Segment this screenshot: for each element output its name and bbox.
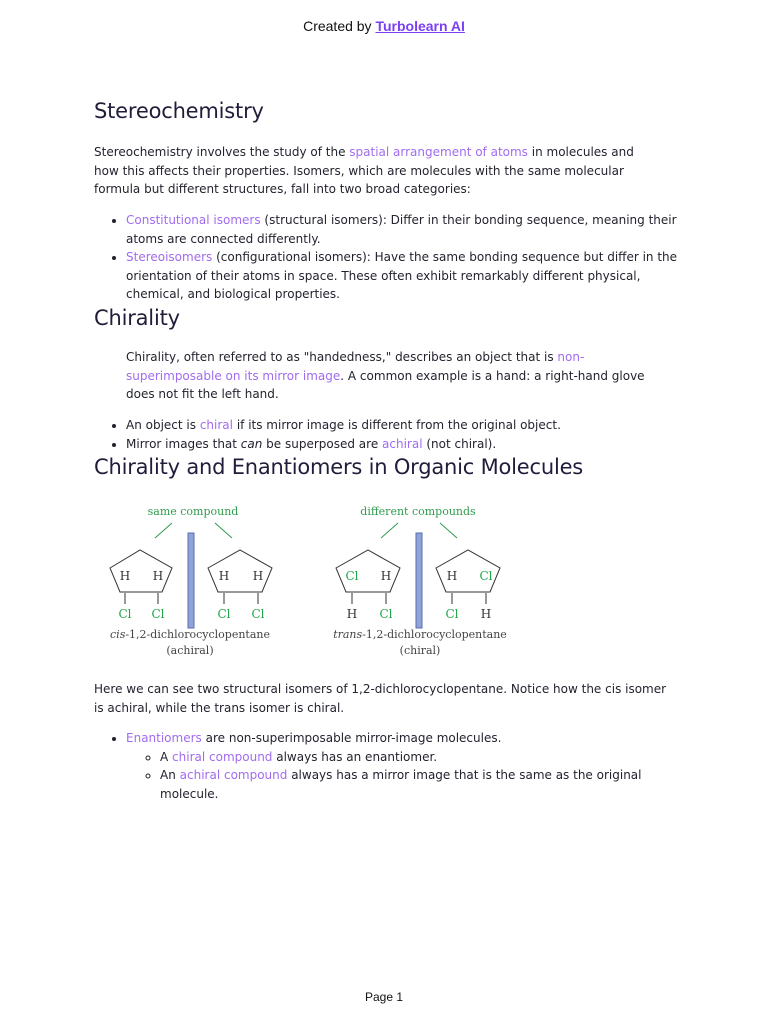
list-item: • Enantiomers are non-superimposable mirror-image molecules. ◦ A chiral compound always has an enantiomer. ◦ An achiral compound always has a mirror image that is the same as the original molecule. [126,729,691,803]
dichlorocyclopentane-figure [100,500,520,665]
atom-h: H [252,569,264,583]
cis-caption-note: (achiral) [166,644,214,657]
cis-mirror-molecule [208,550,272,621]
term-enantiomers: Enantiomers [126,731,202,745]
figure-heading-same: same compound [147,505,239,518]
term-non-superimposable: non-superimposable on its mirror image [126,350,585,383]
list-item: ◦ A chiral compound always has an enantiomer. [160,748,691,767]
enantiomers-sublist [126,748,691,804]
pointer-line [381,523,398,538]
atom-cl: Cl [251,607,265,621]
pointer-line [440,523,457,538]
atom-h: H [152,569,164,583]
page-credit [0,18,768,34]
enantiomers-list [94,729,691,803]
cis-molecule [110,550,172,621]
atom-cl: Cl [345,569,359,583]
mirror-plane [188,533,194,628]
pointer-line [155,523,172,538]
mirror-plane [416,533,422,628]
atom-h: H [119,569,131,583]
atom-h: H [346,607,358,621]
term-achiral: achiral [382,436,423,451]
figure-heading-different: different compounds [360,505,476,518]
section-title-enantiomers: Chirality and Enantiomers in Organic Molecules [94,455,584,479]
chirality-definition: Chirality, often referred to as "handedness," describes an object that is non-superimposable on its mirror image. A common example is a hand: a right-hand glove does not fit the left hand. [126,350,645,401]
atom-h: H [380,569,392,583]
list-item: • Stereoisomers (configurational isomers): Have the same bonding sequence but differ in the orientation of their atoms in space. These often exhibit remarkably different physical, chemical, and biological properties. [126,248,691,304]
term-chiral-compound: chiral compound [172,749,273,764]
chirality-list [94,416,691,453]
figure-explanation: Here we can see two structural isomers of 1,2-dichlorocyclopentane. Notice how the cis isomer is achiral, while the trans isomer is chiral. [94,682,667,715]
atom-cl: Cl [379,607,393,621]
atom-h: H [446,569,458,583]
atom-cl: Cl [445,607,459,621]
cis-caption: cis-1,2-dichlorocyclopentane [110,628,270,641]
atom-cl: Cl [479,569,493,583]
list-item: ◦ An achiral compound always has a mirror image that is the same as the original molecule. [160,766,691,803]
atom-h: H [480,607,492,621]
stereochemistry-intro: Stereochemistry involves the study of the spatial arrangement of atoms in molecules and how this affects their properties. Isomers, which are molecules with the same molecular formula but different structures, fall into two broad categories: [94,145,634,196]
pointer-line [215,523,232,538]
term-stereoisomers: Stereoisomers [126,250,213,264]
atom-h: H [218,569,230,583]
atom-cl: Cl [217,607,231,621]
trans-caption: trans-1,2-dichlorocyclopentane [333,628,507,641]
turbolearn-link[interactable]: Turbolearn AI [375,18,465,34]
list-item: • Mirror images that can be superposed are achiral (not chiral). [126,435,691,454]
section-title-stereochemistry: Stereochemistry [94,99,264,123]
list-item: • Constitutional isomers (structural isomers): Differ in their bonding sequence, meaning their atoms are connected differently. [126,211,691,248]
atom-cl: Cl [118,607,132,621]
trans-molecule [336,550,400,621]
atom-cl: Cl [151,607,165,621]
list-item: • An object is chiral if its mirror image is different from the original object. [126,416,691,435]
section-title-chirality: Chirality [94,306,180,330]
trans-mirror-molecule [436,550,500,621]
term-achiral-compound: achiral compound [179,768,288,782]
term-chiral: chiral [199,418,233,432]
term-spatial-arrangement: spatial arrangement of atoms [349,145,528,159]
term-constitutional-isomers: Constitutional isomers [126,213,261,227]
credit-prefix: Created by [303,18,376,34]
page-number: Page 1 [364,990,404,1004]
trans-caption-note: (chiral) [399,644,441,657]
isomer-categories-list [94,211,691,304]
